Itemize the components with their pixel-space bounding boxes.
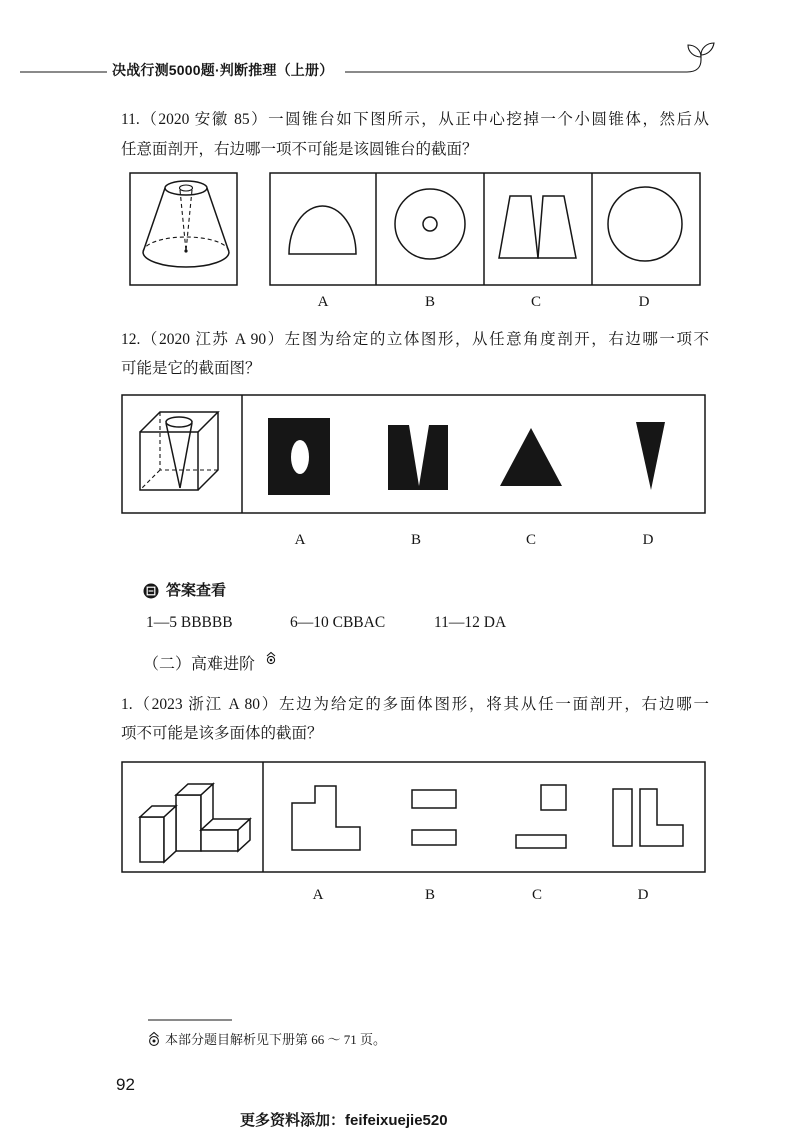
question-11-text-line-2: 任意面剖开，右边哪一项不可能是该圆锥台的截面？ [121, 141, 478, 158]
polyhedron-solid [140, 784, 250, 862]
running-header-title: 决战行测5000题·判断推理（上册） [112, 62, 334, 78]
section-title: （二）高难进阶 [143, 656, 256, 673]
option-c-triangle-section [500, 428, 562, 486]
question-1-text-line-1: 1.（2023 浙江 A 80）左边为给定的多面体图形，将其从任一面剖开，右边哪一 [121, 696, 709, 713]
question-1-option-label-d: D [637, 887, 649, 903]
contact-watermark: 更多资料添加：feifeixuejie520 [240, 1112, 448, 1129]
answer-group-11-12: 11—12 DA [434, 614, 507, 631]
option-b-ring-section [395, 189, 465, 259]
question-11-stem-figure [130, 173, 237, 285]
footnote-mark-icon [150, 1033, 159, 1046]
option-d-bar-and-l-section [613, 789, 683, 846]
option-a-stepped-section [292, 786, 360, 850]
answer-group-6-10: 6—10 CBBAC [290, 614, 386, 631]
option-b-two-rectangles-section [412, 790, 456, 845]
options-frame [270, 173, 700, 285]
question-12-text-line-2: 可能是它的截面图？ [121, 360, 261, 377]
sprout-icon [688, 43, 714, 57]
question-1-option-label-b: B [424, 887, 435, 903]
cube-with-cone-solid [140, 412, 218, 490]
hollow-frustum-solid [143, 181, 229, 267]
question-12-text-line-1: 12.（2020 江苏 A 90）左图为给定的立体图形，从任意角度剖开，右边哪一项不 [121, 331, 709, 348]
question-11-option-label-d: D [638, 294, 650, 310]
option-a-rectangle-with-hole-section [268, 418, 330, 495]
option-d-inverted-triangle-section [636, 422, 665, 490]
question-1-option-label-a: A [312, 887, 324, 903]
question-12-figure [122, 395, 705, 513]
question-11-options-panel [270, 173, 700, 285]
option-c-double-trapezoid-section [499, 196, 576, 258]
question-11-option-label-a: A [317, 294, 329, 310]
option-a-semicircle-section [289, 206, 356, 254]
footnote-mark-icon [267, 653, 275, 664]
question-11-option-label-b: B [424, 294, 435, 310]
question-12-option-label-d: D [642, 532, 654, 548]
question-12-option-label-c: C [525, 532, 536, 548]
question-1-figure [122, 762, 705, 872]
option-c-square-and-bar-section [516, 785, 566, 848]
option-b-notched-section [388, 425, 448, 490]
question-1-text-line-2: 项不可能是该多面体的截面？ [121, 725, 323, 742]
question-1-option-label-c: C [531, 887, 542, 903]
option-d-circle-section [608, 187, 682, 261]
question-12-option-label-b: B [410, 532, 421, 548]
footnote-text: 本部分题目解析见下册第 66 ～ 71 页。 [165, 1032, 387, 1047]
question-11-option-label-c: C [530, 294, 541, 310]
page-number: 92 [116, 1075, 135, 1094]
answer-group-1-5: 1—5 BBBBB [146, 614, 233, 631]
answer-icon [144, 584, 159, 599]
question-11-text-line-1: 11.（2020 安徽 85）一圆锥台如下图所示，从正中心挖掉一个小圆锥体，然后从 [121, 111, 709, 128]
question-12-option-label-a: A [294, 532, 306, 548]
answer-section-title: 答案查看 [166, 582, 227, 599]
